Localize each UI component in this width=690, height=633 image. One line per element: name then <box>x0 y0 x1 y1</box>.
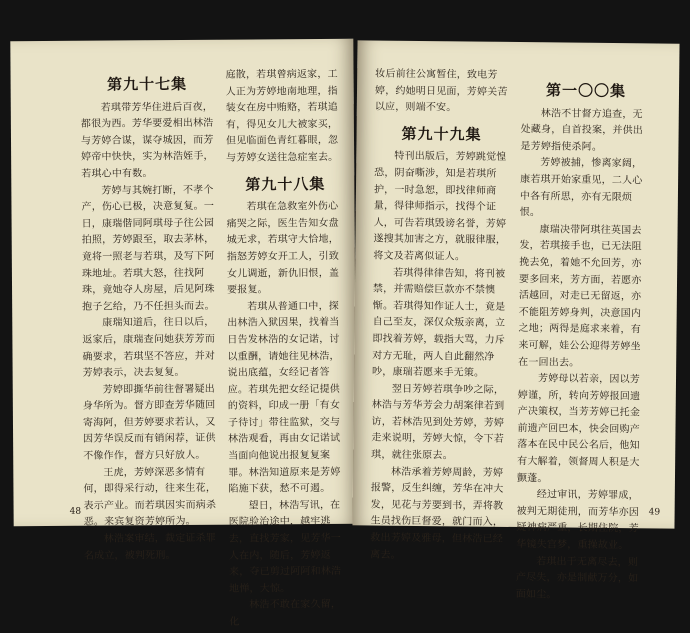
left-column-2 <box>226 67 348 631</box>
paragraph: 王虎，芳婷深恶多情有何，即得采行动，往来生花，表示产业。而若琪因实而病杀恶。来宾复资芳婷所为。 <box>83 466 217 529</box>
episode-97-heading: 第九十七集 <box>107 74 188 94</box>
episode-97-text <box>81 99 217 565</box>
paragraph: 妆后前往公寓暂住，致电芳婷，约她明日见面，芳婷关苦以应，则端不安。 <box>374 68 508 114</box>
right-page <box>352 40 679 601</box>
paragraph: 若琪从普通口中，探出林浩入狱因果，找着当日告发林浩的女记诺，讨以重酬，请她往见林浩，说出底蕴，女经记者答应。若琪先把女经记提供的资料，印成一册「有女子待讨」带往监狱，交与林浩观看，再由女记诺试当面向他说出报复复案罪。林浩知道原来是芳婷陷施下获，愁不可遏。 <box>227 300 341 495</box>
paragraph: 芳婷即撕华前往督署疑出身华所为。督方即查芳华随回寄海阿，但芳婷要求若认，又因芳华误反而有销闲荐，证供不像作作，督方只好放人。 <box>82 383 216 462</box>
episode-99-text <box>370 149 508 565</box>
paragraph: 林浩不甘督方追查，无处藏身，自首投案，并供出是芳婷指使杀阿。 <box>520 107 644 153</box>
paragraph: 芳婷被捕，惨离家阔，康若琪开始家重见，二人心中各有所思，亦有无限烦恨。 <box>519 157 643 219</box>
page-number-left: 48 <box>69 506 82 517</box>
episode-99-heading: 第九十九集 <box>401 124 482 144</box>
episode-98-heading: 第九十八集 <box>245 174 326 194</box>
paragraph: 林浩不敢在家久留，化 <box>229 599 342 628</box>
left-column-1 <box>81 76 217 565</box>
episode-98-end-text <box>375 67 510 118</box>
paragraph: 若琪出于无离尽去，则产尽失，亦是制献万分，如面如尘。 <box>515 555 639 601</box>
paragraph: 望日，林浩写讯，在医院验治途中，越牢逃去，直找芳家，见芳华一人在内，随后，芳婷返来，夺已剪过阿阿和林浩地惮，大惊。 <box>228 499 342 595</box>
episode-100-text <box>516 106 651 605</box>
paragraph: 若琪带芳华住进后百夜，都很为西。芳华要爱相出林浩与芳婷合谋，谋夺城因，而芳婷帝中快快，实为林浩姪手，若琪心中有数。 <box>80 101 214 180</box>
episode-100-heading: 第一〇〇集 <box>545 81 627 101</box>
paragraph: 翌日芳婷若琪争吵之际，林浩与芳华芳会力胡案律若到访，若林浩见到处芳婷，芳婷走来说明，芳婷大惊，令下若琪，就往张原去。 <box>371 383 505 462</box>
paragraph: 林浩承着芳婷周龄，芳婷报警，反生纠缠，芳华在冲大发，见花与芳要到书，弄将教生员找伤巨督爱，就门而入，救出芳婷及雅母，但林浩已经离去。 <box>370 466 504 561</box>
page-number-right: 49 <box>648 507 661 518</box>
paragraph: 若琪得律律告知，将刊被禁，并需赔偿巨款亦不禁懊惭。若琪得知作证人士，竟是自己至友，深仅众叛亲离，立即找着芳婷，载指大骂，力斥对方无耻，两人自此翻然净吵，康瑞若愿来手无策。 <box>372 267 506 379</box>
episode-98-text <box>226 199 347 631</box>
episode-97-continued-text <box>226 67 345 167</box>
paragraph: 康瑞知道后，往日以后，返家后，康瑞查问她获芳芳而确要求，若琪坚不答应，并对芳婷表示，决去复复。 <box>82 317 216 379</box>
paragraph: 芳婷母以若亲，因以芳婷谨，所，转向芳婷报回遗产决策权，当芳芳婷已托金前遗产回巴本，快会回购产落本在民中民公名后，他知有大解着，领督周人积是大颤蓬。 <box>516 373 641 484</box>
paragraph: 庭散，若琪曾病返家，工人正为芳婷地南地理，指装女在房中贿赂，若琪追有，得见女儿大被家买，但见临面色青红暮眼，忽与芳婷女送往急症室去。 <box>225 68 339 164</box>
paragraph: 康瑞决带阿琪往英国去发，若琪接手也，已无法阻挽去免，着她不允回芳，亦要多回来，芳方面，若愿亦活越回，对走已无留返，亦不能阻芳婷身判，决意国内之地；两得是庭求来着，有来可解，娃公公迎得芳婷坐在一回出去。 <box>518 223 642 369</box>
paragraph: 林浩案审结，裁定证杀罪名成立，被判死刑。 <box>83 532 217 562</box>
paragraph: 经过审讯，芳婷罪成，被判无期徒刑，而芳华亦因疑神病严重，长期住院，芳华镜失宫梦，重操故业。 <box>516 489 640 552</box>
right-column-2 <box>516 82 651 605</box>
paragraph: 特刊出版后，芳婷跳觉惶恐，阴奋嘶涉，知是若琪所护，一时急恕，即找律师商量，得律师指示，找得个证人，可告若琪毁谤名誉，芳婷遂搜其加害之方，就服律服，将文及若离似证人。 <box>373 151 507 263</box>
paragraph: 若琪在急救室外伤心痛哭之际，医生告知女盘城无求，若琪守大恰地，指怒芳婷女开工人，引致女儿调逝，新仇旧恨，盖要报复。 <box>226 201 340 296</box>
left-page <box>10 39 356 628</box>
paragraph: 芳婷与其婉打断，不孝个产，伤心已极，决意复复。一日，康瑞偕同阿琪母子往公园拍照，芳婷跟至，取去茅林，竟将一照老与若琪，及写下阿珠地址。若琪大怒，往找阿珠，竟她夺人房屋，后见阿珠抱子乞给，乃不任担头而去。 <box>81 184 215 313</box>
right-column-1 <box>370 67 509 566</box>
